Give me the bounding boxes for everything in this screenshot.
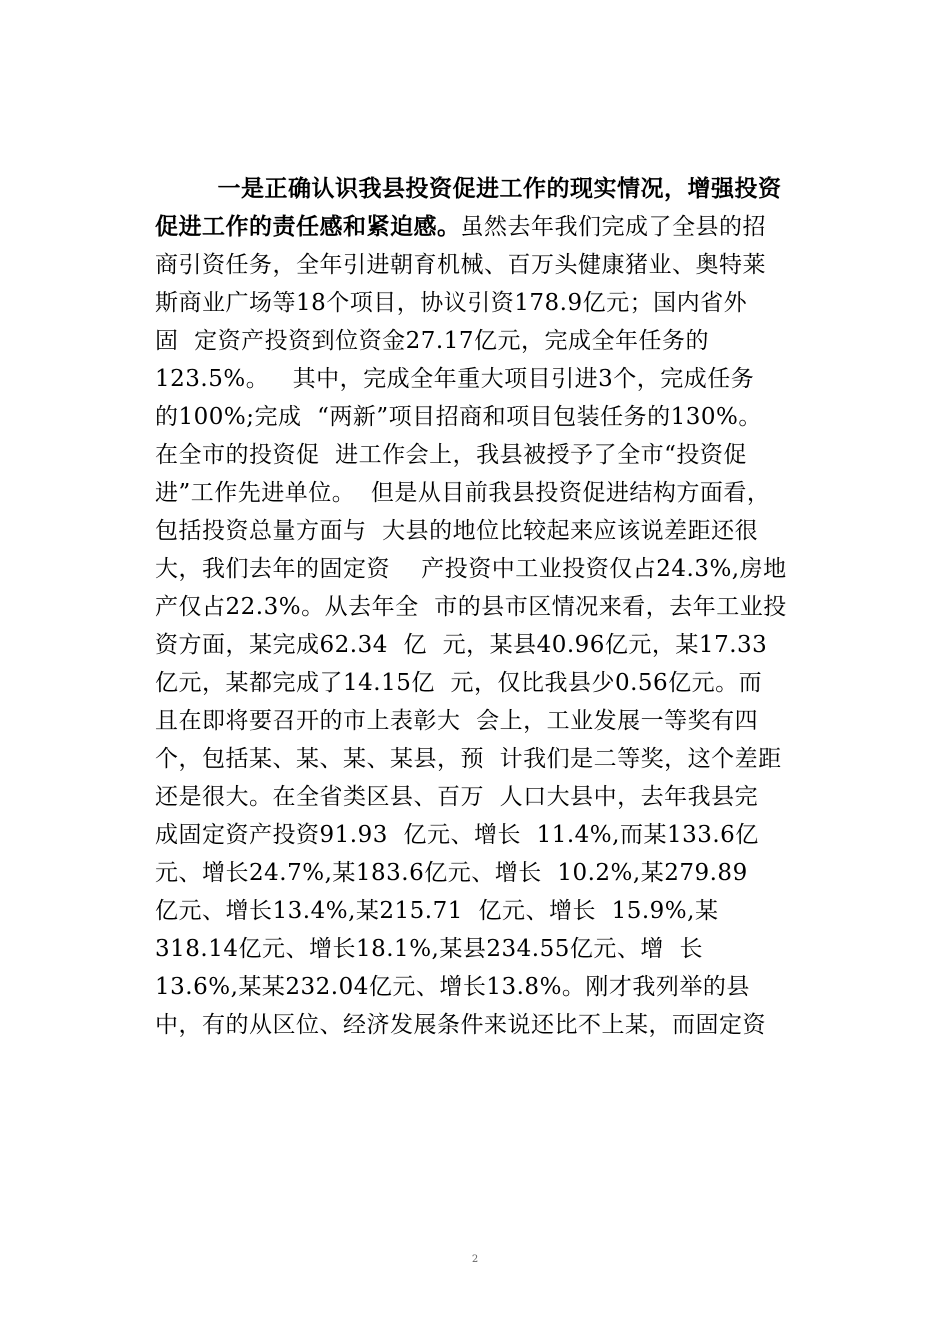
section-heading-continued: 促进工作的责任感和紧迫感。 <box>155 213 461 240</box>
paragraph-text: 虽然去年我们完成了全县的招 <box>460 214 766 240</box>
text-line: 亿元，某都完成了14.15亿 元，仅比我县少0.56亿元。而 <box>155 670 763 696</box>
text-line: 个，包括某、某、某、某县，预 计我们是二等奖，这个差距 <box>155 746 782 772</box>
text-line <box>155 170 835 208</box>
text-line: 资方面，某完成62.34 亿 元，某县40.96亿元，某17.33 <box>155 632 768 658</box>
text-line: 且在即将要召开的市上表彰大 会上，工业发展一等奖有四 <box>155 708 759 734</box>
text-line: 包括投资总量方面与 大县的地位比较起来应该说差距还很 <box>155 518 759 544</box>
text-line: 商引资任务，全年引进朝育机械、百万头健康猪业、奥特莱 <box>155 252 766 278</box>
text-line: 的100%;完成 “两新”项目招商和项目包装任务的130%。 <box>155 404 762 430</box>
text-line: 斯商业广场等18个项目，协议引资178.9亿元；国内省外 <box>155 290 748 316</box>
page-number: 2 <box>471 1254 479 1265</box>
text-line: 在全市的投资促 进工作会上，我县被授予了全市“投资促 <box>155 442 747 468</box>
body-text <box>155 170 835 1044</box>
text-line: 大，我们去年的固定资 产投资中工业投资仅占24.3%,房地 <box>155 556 787 582</box>
text-line: 还是很大。在全省类区县、百万 人口大县中，去年我县完 <box>155 784 759 810</box>
text-line: 产仅占22.3%。从去年全 市的县市区情况来看，去年工业投 <box>155 594 787 620</box>
text-line: 固 定资产投资到位资金27.17亿元，完成全年任务的 <box>155 328 709 354</box>
text-line: 元、增长24.7%,某183.6亿元、增长 10.2%,某279.89 <box>155 860 748 886</box>
text-line: 13.6%,某某232.04亿元、增长13.8%。刚才我列举的县 <box>155 974 750 1000</box>
text-line <box>155 208 835 246</box>
section-heading: 一是正确认识我县投资促进工作的现实情况，增强投资 <box>217 175 782 202</box>
text-line: 中，有的从区位、经济发展条件来说还比不上某，而固定资 <box>155 1012 766 1038</box>
text-line: 123.5%。 其中，完成全年重大项目引进3个，完成任务 <box>155 366 755 392</box>
text-line: 318.14亿元、增长18.1%,某县234.55亿元、增 长 <box>155 936 703 962</box>
text-line: 进”工作先进单位。 但是从目前我县投资促进结构方面看， <box>155 480 771 506</box>
text-line: 亿元、增长13.4%,某215.71 亿元、增长 15.9%,某 <box>155 898 719 924</box>
text-line: 成固定资产投资91.93 亿元、增长 11.4%,而某133.6亿 <box>155 822 759 848</box>
